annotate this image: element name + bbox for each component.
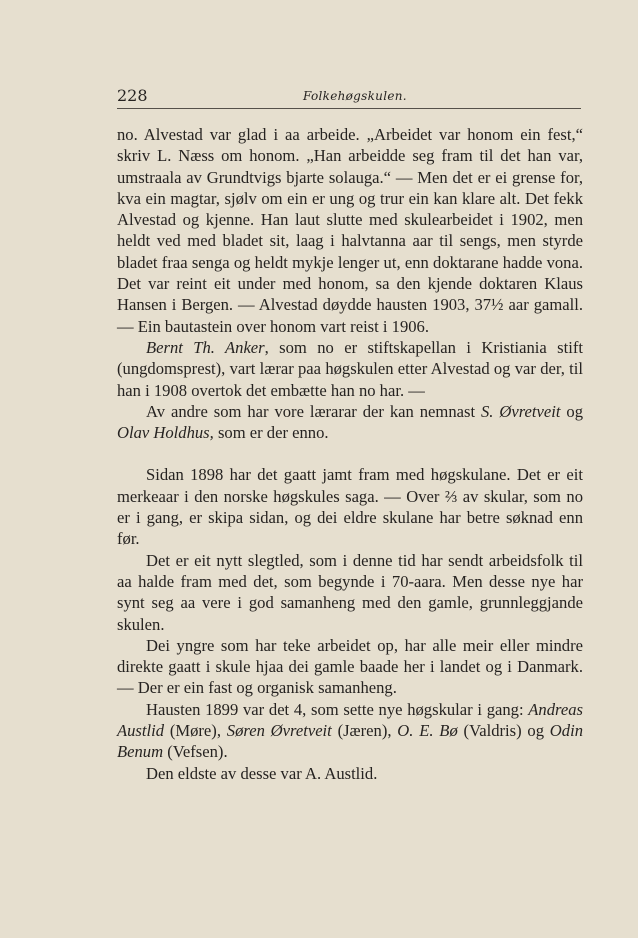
paragraph [117,464,583,549]
paragraph [117,337,583,401]
text-run: Sidan 1898 har det gaatt jamt fram med høgskulane. Det er eit merkeaar i den norske høgskules saga. — Over ⅔ av skular, som no er i gang, er skipa sidan, og dei eldre skulane har betre søknad enn før. [117,465,583,549]
paragraph [117,124,583,337]
text-run: (Vefsen). [163,742,228,762]
text-run: no. Alvestad var glad i aa arbeide. „Arbeidet var honom ein fest,“ skriv L. Næss om honom. „Han arbeidde seg fram til det han var, umstraala av Grundtvigs bjarte solauga.“ — Men det er ei grense for, kva ein magtar, sjølv om ein er ung og trur ein kan klare alt. Det fekk Alvestad og kjenne. Han laut slutte med skulearbeidet i 1902, men heldt ved med bladet sit, laag i halvtanna aar til sengs, men styrde bladet fraa senga og heldt mykje lenger ut, enn doktarane hadde vona. Det var reint eit under med honom, sa den kjende doktaren Klaus Hansen i Bergen. — Alvestad døydde hausten 1903, 37½ aar gamall. — Ein bautastein over honom vart reist i 1906. [117,125,583,336]
page-header [117,86,581,106]
italic-name: Olav Holdhus, [117,423,214,443]
paragraph [117,699,583,763]
italic-name: Søren Øvretveit [226,721,332,741]
paragraph [117,763,583,784]
text-run: Den eldste av desse var A. Austlid. [146,763,378,783]
page-number: 228 [117,86,148,105]
italic-name: O. E. Bø [397,721,458,741]
text-run: Hausten 1899 var det 4, som sette nye høgskular i gang: [146,699,529,719]
text-run: som er der enno. [213,423,329,443]
italic-name: Bernt Th. Anker [146,337,265,357]
text-run: , som no er stiftskapellan i Kristiania stift (ungdomsprest), vart lærar paa høgskulen etter Alvestad og var der, til han i 1908 overtok det embætte han no har. — [117,337,583,400]
running-title: Folkehøgskulen. [303,89,407,103]
text-run: Av andre som har vore lærarar der kan nemnast [146,401,481,421]
paragraph [117,550,583,635]
italic-name: Odin Benum [117,721,583,762]
text-run: Dei yngre som har teke arbeidet op, har alle meir eller mindre direkte gaatt i skule hjaa dei gamle baade her i landet og i Danmark. — Der er ein fast og organisk samanheng. [117,635,583,698]
paragraph [117,401,583,444]
paragraph [117,635,583,699]
italic-name: S. Øvretveit [480,401,561,421]
text-run: og [560,401,584,421]
text-run: Det er eit nytt slegtled, som i denne tid har sendt arbeidsfolk til aa halde fram med det, som begynde i 70-aara. Men desse nye har synt seg aa vere i god samanheng med den gamle, grunnleggjande skulen. [117,550,583,634]
header-rule [117,108,581,109]
text-run: (Møre), [164,721,227,741]
body-text [117,124,583,784]
text-run: (Jæren), [331,721,398,741]
italic-name: Andreas Austlid [117,699,583,741]
text-run: (Valdris) og [457,721,550,741]
